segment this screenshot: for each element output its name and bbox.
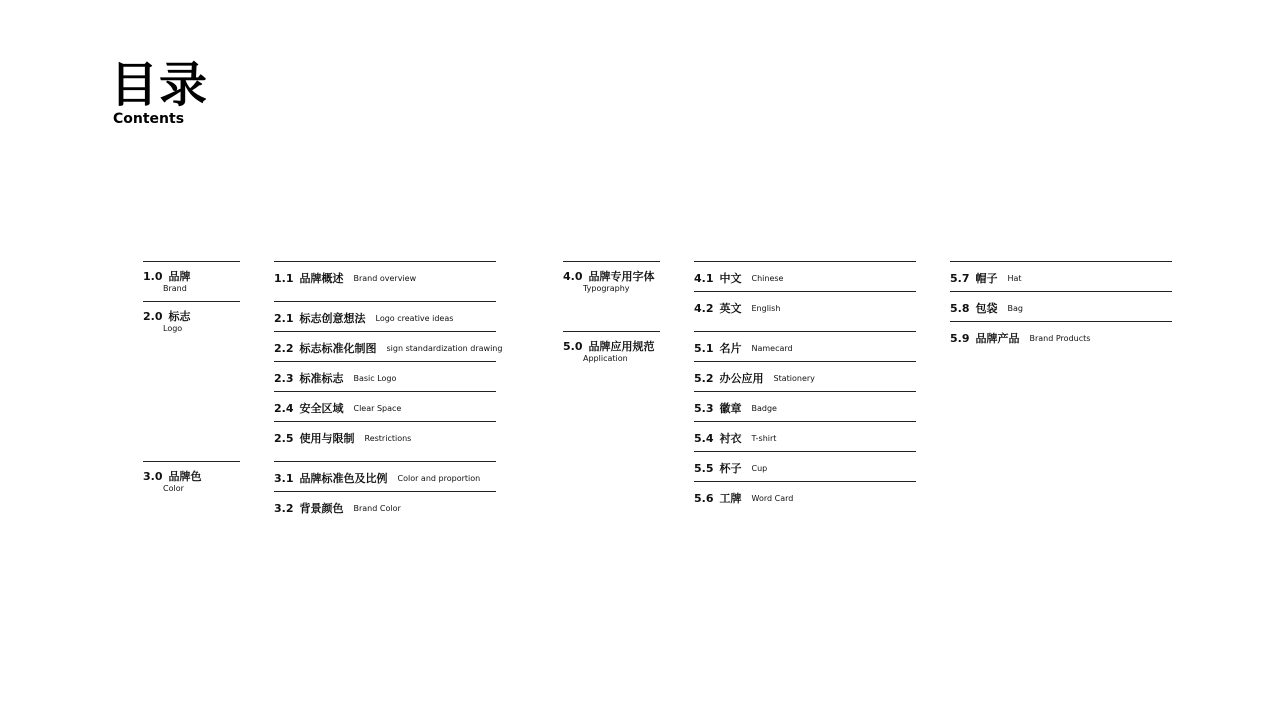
item-title-zh: 中文: [719, 272, 742, 285]
section-title-zh: 品牌应用规范: [588, 340, 655, 353]
item-title-en: sign standardization drawing: [386, 344, 503, 353]
item-number: 2.5: [274, 432, 294, 445]
divider: [274, 391, 496, 392]
section-title-en: Brand: [163, 284, 187, 293]
item-number: 2.4: [274, 402, 294, 415]
item-title-en: Brand overview: [353, 274, 417, 283]
item-title-zh: 品牌标准色及比例: [299, 472, 388, 485]
divider: [143, 461, 240, 462]
item-title-zh: 包袋: [975, 302, 998, 315]
item-number: 3.1: [274, 472, 294, 485]
page-subtitle: Contents: [113, 111, 185, 127]
toc-item-5-2[interactable]: [694, 370, 815, 385]
item-title-en: Color and proportion: [397, 474, 481, 483]
item-title-en: Badge: [751, 404, 777, 413]
item-title-en: Cup: [751, 464, 768, 473]
section-title-en: Logo: [163, 324, 183, 333]
item-number: 3.2: [274, 502, 294, 515]
divider: [950, 291, 1172, 292]
divider: [143, 261, 240, 262]
item-title-en: Namecard: [751, 344, 793, 353]
divider: [694, 391, 916, 392]
item-number: 5.8: [950, 302, 970, 315]
section-number: 4.0: [563, 270, 583, 283]
divider: [143, 301, 240, 302]
divider: [950, 261, 1172, 262]
divider: [694, 261, 916, 262]
item-number: 5.1: [694, 342, 714, 355]
section-number: 2.0: [143, 310, 163, 323]
page-title: 目录: [110, 57, 209, 113]
toc-item-5-1[interactable]: [694, 340, 793, 355]
divider: [274, 261, 496, 262]
section-title-zh: 品牌: [168, 270, 191, 283]
item-title-zh: 品牌产品: [975, 332, 1020, 345]
item-number: 5.5: [694, 462, 714, 475]
section-number: 3.0: [143, 470, 163, 483]
item-number: 2.1: [274, 312, 294, 325]
item-title-zh: 杯子: [719, 462, 742, 475]
item-number: 2.2: [274, 342, 294, 355]
divider: [274, 331, 496, 332]
item-title-zh: 英文: [719, 302, 742, 315]
divider: [694, 421, 916, 422]
divider: [274, 421, 496, 422]
toc-item-1-1[interactable]: [274, 270, 416, 285]
toc-item-5-6[interactable]: [694, 490, 793, 505]
item-title-en: Basic Logo: [353, 374, 397, 383]
section-color[interactable]: [143, 470, 202, 494]
item-title-en: Brand Products: [1029, 334, 1091, 343]
toc-item-5-9[interactable]: [950, 330, 1090, 345]
item-number: 2.3: [274, 372, 294, 385]
toc-item-5-5[interactable]: [694, 460, 767, 475]
toc-item-2-1[interactable]: [274, 310, 453, 325]
item-number: 5.6: [694, 492, 714, 505]
item-title-zh: 安全区域: [299, 402, 344, 415]
item-title-en: T-shirt: [751, 434, 777, 443]
section-title-en: Application: [583, 354, 628, 363]
item-title-zh: 工牌: [719, 492, 742, 505]
toc-item-2-2[interactable]: [274, 340, 502, 355]
item-title-zh: 帽子: [975, 272, 998, 285]
toc-item-5-8[interactable]: [950, 300, 1023, 315]
item-number: 5.7: [950, 272, 970, 285]
item-title-en: Restrictions: [364, 434, 412, 443]
toc-item-2-4[interactable]: [274, 400, 401, 415]
divider: [694, 291, 916, 292]
item-title-en: Stationery: [773, 374, 815, 383]
item-title-en: English: [751, 304, 781, 313]
item-title-en: Chinese: [751, 274, 784, 283]
item-number: 5.3: [694, 402, 714, 415]
section-title-en: Color: [163, 484, 184, 493]
item-title-en: Bag: [1007, 304, 1023, 313]
section-logo[interactable]: [143, 310, 191, 334]
item-title-zh: 徽章: [719, 402, 742, 415]
divider: [563, 261, 660, 262]
section-application[interactable]: [563, 340, 655, 364]
toc-item-5-4[interactable]: [694, 430, 776, 445]
divider: [694, 331, 916, 332]
item-title-zh: 名片: [719, 342, 742, 355]
item-title-zh: 办公应用: [719, 372, 764, 385]
divider: [694, 481, 916, 482]
item-title-en: Word Card: [751, 494, 794, 503]
divider: [274, 491, 496, 492]
item-title-zh: 背景颜色: [299, 502, 344, 515]
section-title-zh: 品牌色: [168, 470, 202, 483]
item-title-en: Brand Color: [353, 504, 401, 513]
section-brand[interactable]: [143, 270, 191, 294]
toc-item-4-2[interactable]: [694, 300, 780, 315]
item-title-zh: 标准标志: [299, 372, 344, 385]
divider: [274, 361, 496, 362]
divider: [563, 331, 660, 332]
item-title-en: Hat: [1007, 274, 1022, 283]
divider: [950, 321, 1172, 322]
item-number: 4.1: [694, 272, 714, 285]
section-title-en: Typography: [583, 284, 630, 293]
divider: [694, 451, 916, 452]
divider: [694, 361, 916, 362]
divider: [274, 301, 496, 302]
item-number: 5.4: [694, 432, 714, 445]
item-title-zh: 标志创意想法: [299, 312, 366, 325]
toc-item-5-3[interactable]: [694, 400, 777, 415]
item-title-zh: 品牌概述: [299, 272, 344, 285]
item-title-en: Clear Space: [353, 404, 402, 413]
item-title-zh: 使用与限制: [299, 432, 355, 445]
item-number: 5.2: [694, 372, 714, 385]
section-number: 5.0: [563, 340, 583, 353]
toc-item-3-2[interactable]: [274, 500, 401, 515]
section-number: 1.0: [143, 270, 163, 283]
divider: [274, 461, 496, 462]
toc-item-2-5[interactable]: [274, 430, 411, 445]
item-title-zh: 标志标准化制图: [299, 342, 377, 355]
toc-item-2-3[interactable]: [274, 370, 396, 385]
toc-item-3-1[interactable]: [274, 470, 480, 485]
item-number: 4.2: [694, 302, 714, 315]
section-title-zh: 品牌专用字体: [588, 270, 655, 283]
section-title-zh: 标志: [168, 310, 191, 323]
item-number: 1.1: [274, 272, 294, 285]
item-number: 5.9: [950, 332, 970, 345]
section-typography[interactable]: [563, 270, 655, 294]
toc-item-5-7[interactable]: [950, 270, 1022, 285]
toc-item-4-1[interactable]: [694, 270, 783, 285]
item-title-zh: 衬衣: [719, 432, 742, 445]
item-title-en: Logo creative ideas: [375, 314, 454, 323]
